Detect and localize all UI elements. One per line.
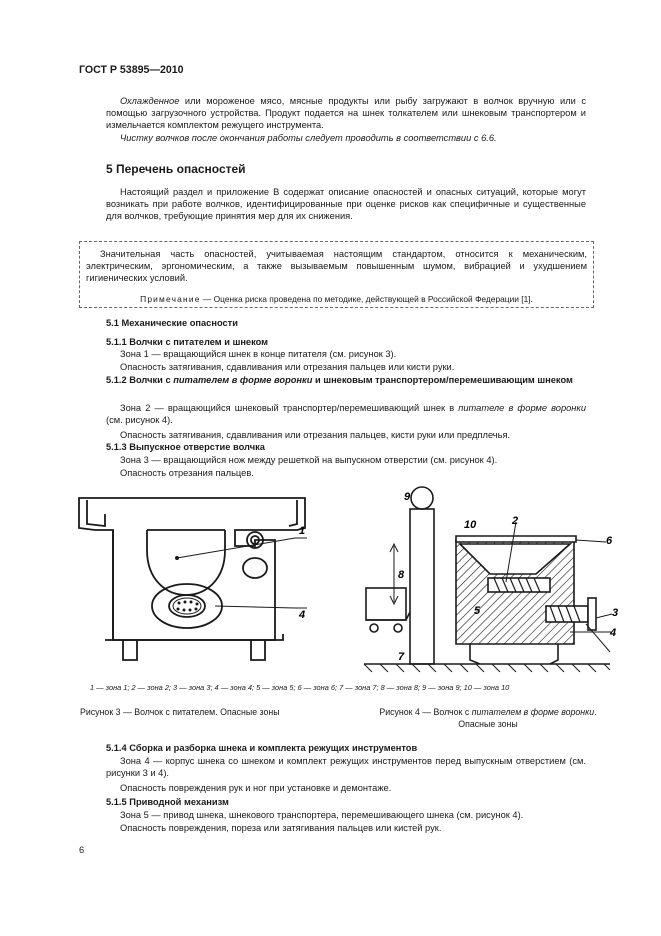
fig4-label-3: 3 bbox=[612, 607, 619, 619]
note-text: — Оценка риска проведена по методике, действующей в Российской Федерации [1]. bbox=[200, 294, 533, 304]
note-label: Примечание bbox=[140, 294, 201, 304]
fig4-caption-d: Опасные зоны bbox=[458, 718, 518, 729]
s2-title-a: 5.1.2 Волчки с bbox=[106, 375, 174, 385]
section-5-1-5-title: 5.1.5 Приводной механизм bbox=[106, 797, 229, 807]
fig4-label-4: 4 bbox=[610, 627, 617, 639]
section-5-1-1-line-2: Опасность затягивания, сдавливания или отрезания пальцев или кисти руки. bbox=[120, 362, 455, 372]
page-number: 6 bbox=[79, 845, 85, 855]
section-5-1-3-title: 5.1.3 Выпускное отверстие волчка bbox=[106, 442, 265, 452]
document-code: ГОСТ Р 53895—2010 bbox=[79, 64, 184, 76]
s2-title-c: и шнековым транспортером/перемешивающим шнеком bbox=[312, 375, 573, 385]
section-5-1-1-title: 5.1.1 Волчки с питателем и шнеком bbox=[106, 337, 269, 347]
section-5-1-3-line-2: Опасность отрезания пальцев. bbox=[120, 468, 254, 478]
section-5-1-5-line-2: Опасность повреждения, пореза или затягивания пальцев или кистей рук. bbox=[120, 823, 442, 833]
figure-3-caption: Рисунок 3 — Волчок с питателем. Опасные зоны bbox=[80, 707, 280, 717]
section-5-title: 5 Перечень опасностей bbox=[106, 162, 246, 176]
fig4-caption-a: Рисунок 4 — Волчок с bbox=[379, 707, 472, 717]
section-5-1-4-title: 5.1.4 Сборка и разборка шнека и комплекта режущих инструментов bbox=[106, 743, 418, 753]
fig3-label-1: 1 bbox=[299, 525, 306, 537]
fig3-label-4: 4 bbox=[299, 609, 306, 621]
fig4-caption-b: питателем в форме воронки bbox=[471, 707, 595, 717]
figure-legend: 1 — зона 1; 2 — зона 2; 3 — зона 3; 4 — зона 4; 5 — зона 5; 6 — зона 6; 7 — зона 7; 8 — зона 8; 9 — зона 9; 10 — зона 10 bbox=[90, 683, 510, 692]
section-5-1-1-line-1: Зона 1 — вращающийся шнек в конце питателя (см. рисунок 3). bbox=[120, 349, 397, 359]
section-5-1-4-line-2: Опасность повреждения рук и ног при установке и демонтаже. bbox=[120, 783, 392, 793]
intro-italic-word: Охлажденное bbox=[120, 96, 180, 106]
intro-paragraph-1 bbox=[106, 95, 586, 132]
note-box bbox=[79, 241, 594, 308]
fig4-label-5: 5 bbox=[474, 605, 481, 617]
intro-paragraph-2: Чистку волчков после окончания работы следует проводить в соответствии с 6.6. bbox=[120, 133, 497, 143]
section-5-1-3-line-1: Зона 3 — вращающийся нож между решеткой на выпускном отверстии (см. рисунок 4). bbox=[120, 455, 498, 465]
section-5-1-4-line-1: Зона 4 — корпус шнека со шнеком и комплект режущих инструментов перед выпускным отверстием (см. рисунки 3 и 4). bbox=[106, 756, 586, 779]
fig4-label-6: 6 bbox=[606, 535, 613, 547]
figure-4-caption bbox=[363, 707, 613, 730]
fig4-label-2: 2 bbox=[512, 515, 519, 527]
fig4-label-7: 7 bbox=[398, 651, 405, 663]
s2-l1-c: (см. рисунок 4). bbox=[106, 415, 173, 426]
figure-3-drawing bbox=[75, 490, 325, 675]
section-5-1-2-line-2: Опасность затягивания, сдавливания или отрезания пальцев, кисти руки или предплечья. bbox=[120, 430, 511, 440]
fig4-label-8: 8 bbox=[398, 569, 405, 581]
s2-l1-b: питателе в форме воронки bbox=[458, 403, 586, 413]
section-5-paragraph: Настоящий раздел и приложение В содержат описание опасностей и опасных ситуаций, которые могут возникать при работе волчков, идентифицированные при оценке рисков как специфичные и существенные для волчков, требующие принятия мер для их снижения. bbox=[106, 187, 586, 222]
s2-title-b: питателем в форме воронки bbox=[173, 375, 313, 385]
section-5-1-2-line-1 bbox=[106, 402, 586, 426]
box-note bbox=[80, 293, 593, 305]
intro-text: или мороженое мясо, мясные продукты или рыбу загружают в волчок вручную или с помощью загрузочного устройства. Продукт подается на шнек толкателем или шнековым транспортером и измельчается комплектом режущего инструмента. bbox=[106, 96, 586, 131]
fig4-label-10: 10 bbox=[464, 519, 477, 531]
section-5-1-5-line-1: Зона 5 — привод шнека, шнекового транспортера, перемешивающего шнека (см. рисунок 4). bbox=[120, 810, 524, 820]
s2-l1-a: Зона 2 — вращающийся шнековый транспортер/перемешивающий шнек в bbox=[120, 403, 459, 413]
section-5-1-2-title bbox=[106, 374, 586, 386]
fig4-label-9: 9 bbox=[404, 491, 411, 503]
section-5-1-title: 5.1 Механические опасности bbox=[106, 318, 238, 328]
figure-4-drawing bbox=[360, 482, 625, 677]
fig4-caption-c: . bbox=[594, 707, 597, 717]
box-text: Значительная часть опасностей, учитываемая настоящим стандартом, относится к механическим, электрическим, эргономическим, а также вызываемым повышенным шумом, вибрацией и ухудшением гигиенических условий. bbox=[86, 249, 587, 284]
